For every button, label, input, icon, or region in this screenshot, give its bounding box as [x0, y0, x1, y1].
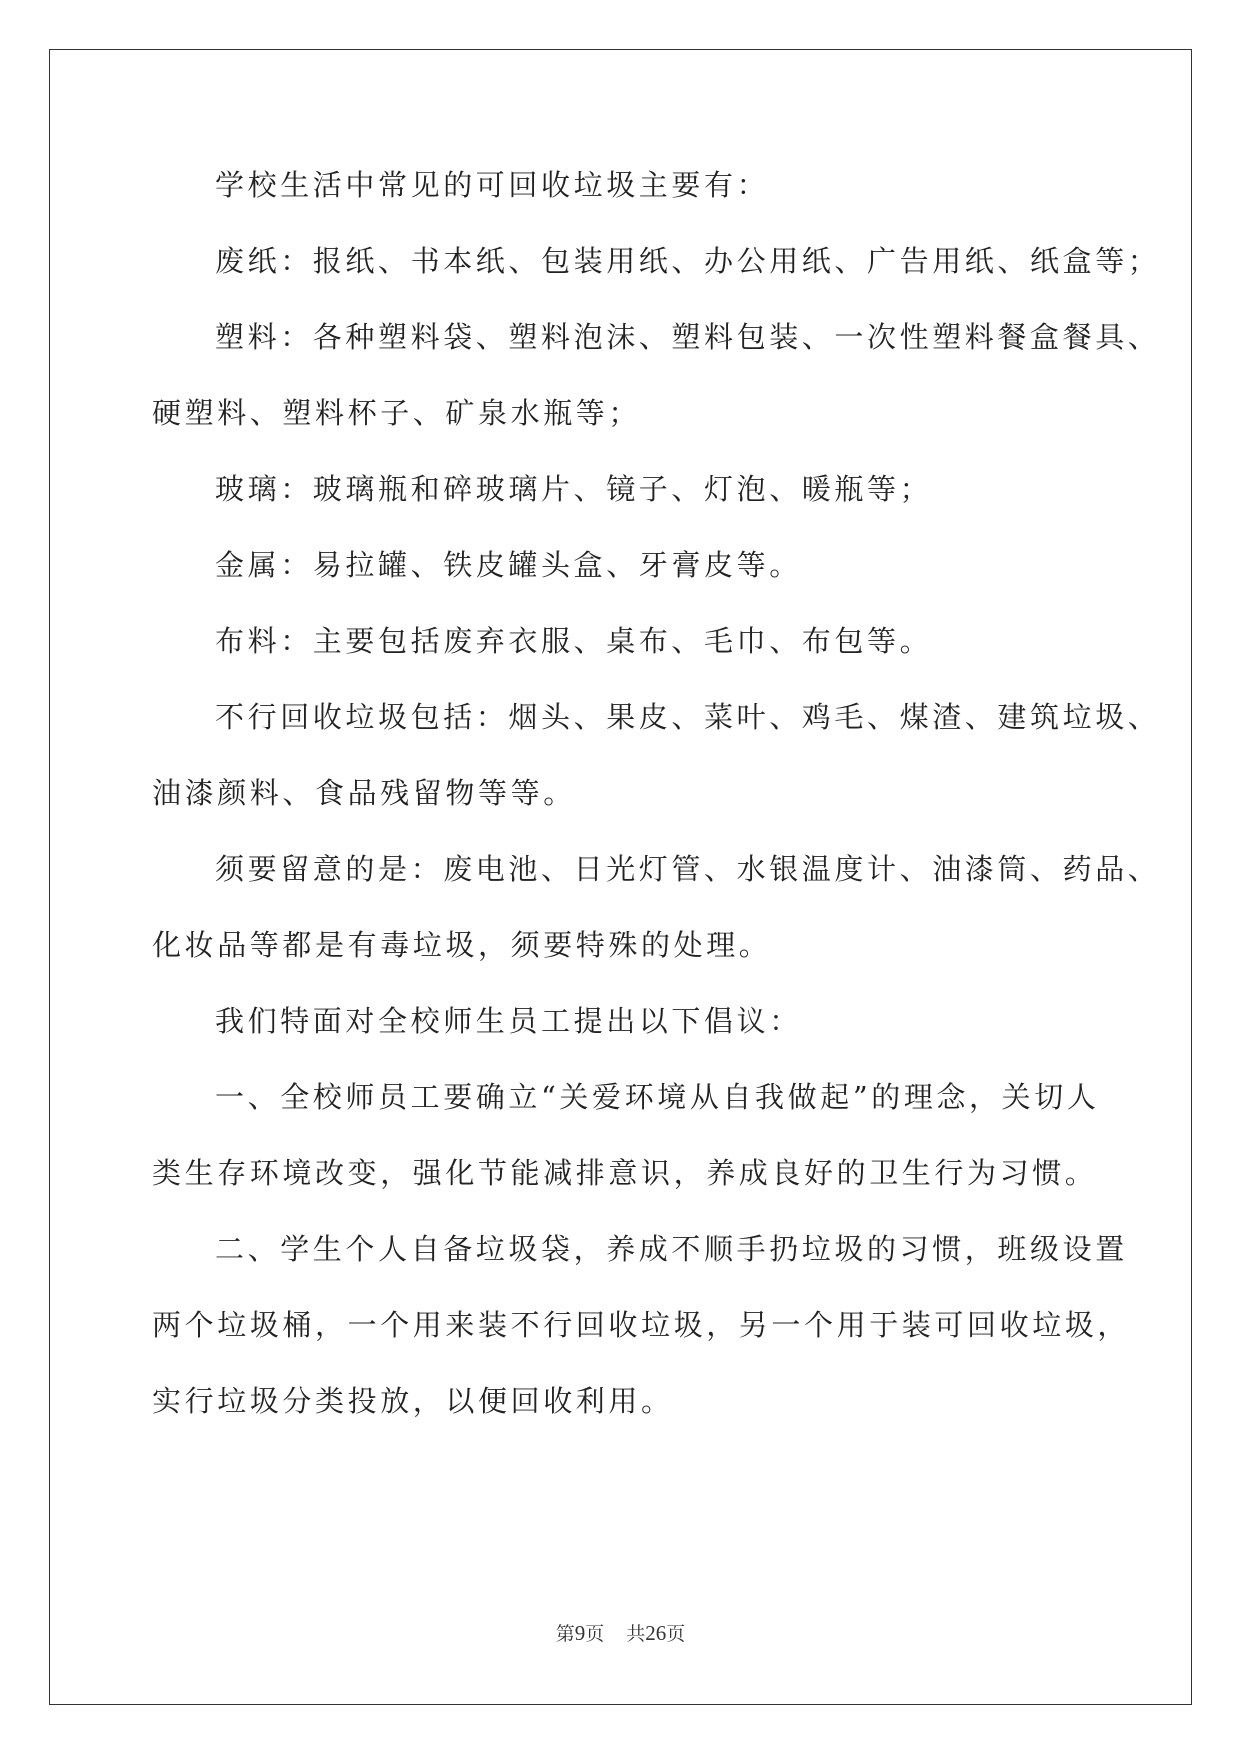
- page-prefix: 第: [555, 1623, 575, 1645]
- paragraph-line: 废纸：报纸、书本纸、包装用纸、办公用纸、广告用纸、纸盒等；: [215, 244, 1161, 278]
- paragraph-line: 一、全校师员工要确立“关爱环境从自我做起”的理念，关切人: [215, 1080, 1100, 1114]
- total-suffix: 页: [666, 1623, 686, 1645]
- page-suffix: 页: [585, 1623, 605, 1645]
- paragraph-line: 须要留意的是：废电池、日光灯管、水银温度计、油漆筒、药品、: [215, 852, 1161, 886]
- paragraph-line: 二、学生个人自备垃圾袋，养成不顺手扔垃圾的习惯，班级设置: [215, 1232, 1128, 1266]
- paragraph-line: 不行回收垃圾包括：烟头、果皮、菜叶、鸡毛、煤渣、建筑垃圾、: [215, 700, 1161, 734]
- paragraph-line: 化妆品等都是有毒垃圾，须要特殊的处理。: [152, 928, 772, 962]
- paragraph-line: 塑料：各种塑料袋、塑料泡沫、塑料包装、一次性塑料餐盒餐具、: [215, 320, 1161, 354]
- paragraph-line: 两个垃圾桶，一个用来装不行回收垃圾，另一个用于装可回收垃圾，: [152, 1308, 1131, 1342]
- total-pages: 26: [645, 1621, 667, 1645]
- paragraph-line: 布料：主要包括废弃衣服、桌布、毛巾、布包等。: [215, 624, 933, 658]
- page-number: 9: [574, 1621, 586, 1645]
- paragraph-line: 硬塑料、塑料杯子、矿泉水瓶等；: [152, 396, 642, 430]
- paragraph-line: 我们特面对全校师生员工提出以下倡议：: [215, 1004, 802, 1038]
- paragraph-line: 金属：易拉罐、铁皮罐头盒、牙膏皮等。: [215, 548, 802, 582]
- paragraph-line: 学校生活中常见的可回收垃圾主要有：: [215, 168, 770, 202]
- paragraph-line: 玻璃：玻璃瓶和碎玻璃片、镜子、灯泡、暖瓶等；: [215, 472, 933, 506]
- paragraph-line: 类生存环境改变，强化节能减排意识，养成良好的卫生行为习惯。: [152, 1156, 1098, 1190]
- page-footer: [0, 1619, 1241, 1646]
- paragraph-line: 实行垃圾分类投放，以便回收利用。: [152, 1384, 674, 1418]
- paragraph-line: 油漆颜料、食品残留物等等。: [152, 776, 576, 810]
- total-prefix: 共: [626, 1623, 646, 1645]
